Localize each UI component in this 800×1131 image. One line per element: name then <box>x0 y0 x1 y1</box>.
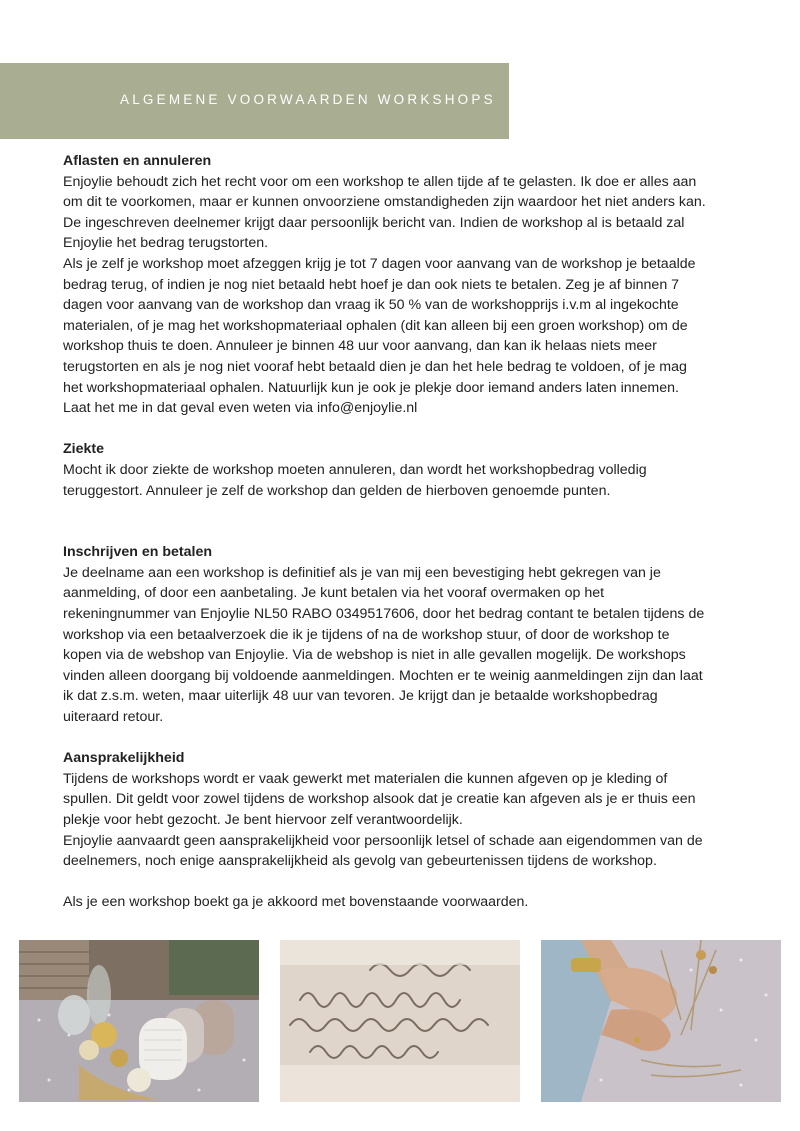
section-paragraph: Enjoylie aanvaardt geen aansprakelijkheid voor persoonlijk letsel of schade aan eigendommen van de deelnemers, noch enige aansprakelijkheid als gevolg van gebeurtenissen tijdens de workshop. <box>63 832 703 870</box>
section-paragraph: Als je zelf je workshop moet afzeggen krijg je tot 7 dagen voor aanvang van de workshop je betaalde bedrag terug, of indien je nog niet betaald hebt hoef je dan ook niets te betalen. Zeg je af binnen 7 dagen voor aanvang van de workshop dan vraag ik 50 % van de workshopprijs i.v.m al ingekochte materialen, of je mag het workshopmateriaal ophalen (dit kan alleen bij een groen workshop) om de workshop thuis te doen. Annuleer je binnen 48 uur voor aanvang, dan kan ik helaas niets meer terugstorten en als je nog niet vooraf hebt betaald dien je dan het hele bedrag te voldoen, of je mag het workshopmateriaal ophalen. Natuurlijk kun je ook je plekje door iemand anders laten innemen. Laat het me in dat geval even weten via info@enjoylie.nl <box>63 255 696 417</box>
section-heading: Ziekte <box>63 441 105 458</box>
section-aflasten <box>63 151 708 419</box>
section-heading: Aflasten en annuleren <box>63 153 212 169</box>
section-aansprakelijkheid <box>63 748 708 872</box>
photo-strip <box>0 940 800 1102</box>
section-paragraph: Tijdens de workshops wordt er vaak gewerkt met materialen die kunnen afgeven op je kleding of spullen. Dit geldt voor zowel tijdens de workshop alsook dat je creatie kan afgeven als je er thuis een plekje voor hebt gezocht. Je bent hiervoor zelf verantwoordelijk. <box>63 770 696 828</box>
section-heading: Inschrijven en betalen <box>63 544 213 561</box>
section-paragraph: Je deelname aan een workshop is definitief als je van mij een bevestiging hebt gekregen van je aanmelding, of door een aanbetaling. Je kunt betalen via het vooraf overmaken op het rekeningnummer van Enjoylie NL50 RABO 0349517606, door het bedrag contant te betalen tijdens de workshop via een betaalverzoek die ik je tijdens of na de workshop stuur, of door de workshop te kopen via de webshop van Enjoylie. Via de webshop is niet in alle gevallen mogelijk. De workshops vinden alleen doorgang bij voldoende aanmeldingen. Mochten er te weinig aanmeldingen zijn dan laat ik dat z.s.m. weten, maar uiterlijk 48 uur van tevoren. Je krijgt dan je betaalde workshopbedrag uiteraard retour. <box>63 564 705 726</box>
photo-handwritten-letter <box>280 940 520 1102</box>
closing-statement: Als je een workshop boekt ga je akkoord met bovenstaande voorwaarden. <box>63 894 529 911</box>
section-inschrijven <box>63 542 708 727</box>
section-ziekte <box>63 439 708 501</box>
photo-hands-crafting <box>541 940 781 1102</box>
title-banner <box>0 63 509 139</box>
page-title: ALGEMENE VOORWAARDEN WORKSHOPS <box>120 92 496 107</box>
section-paragraph: Mocht ik door ziekte de workshop moeten annuleren, dan wordt het workshopbedrag volledig teruggestort. Annuleer je zelf de workshop dan gelden de hierboven genoemde punten. <box>63 461 647 499</box>
section-paragraph: Enjoylie behoudt zich het recht voor om een workshop te allen tijde af te gelasten. Ik doe er alles aan om dit te voorkomen, maar er kunnen onvoorziene omstandigheden zijn waardoor het niet anders kan. De ingeschreven deelnemer krijgt daar persoonlijk bericht van. Indien de workshop al is betaald zal Enjoylie het bedrag terugstorten. <box>63 173 706 252</box>
terms-content <box>63 151 708 913</box>
photo-workshop-materials <box>19 940 259 1102</box>
section-heading: Aansprakelijkheid <box>63 750 185 767</box>
